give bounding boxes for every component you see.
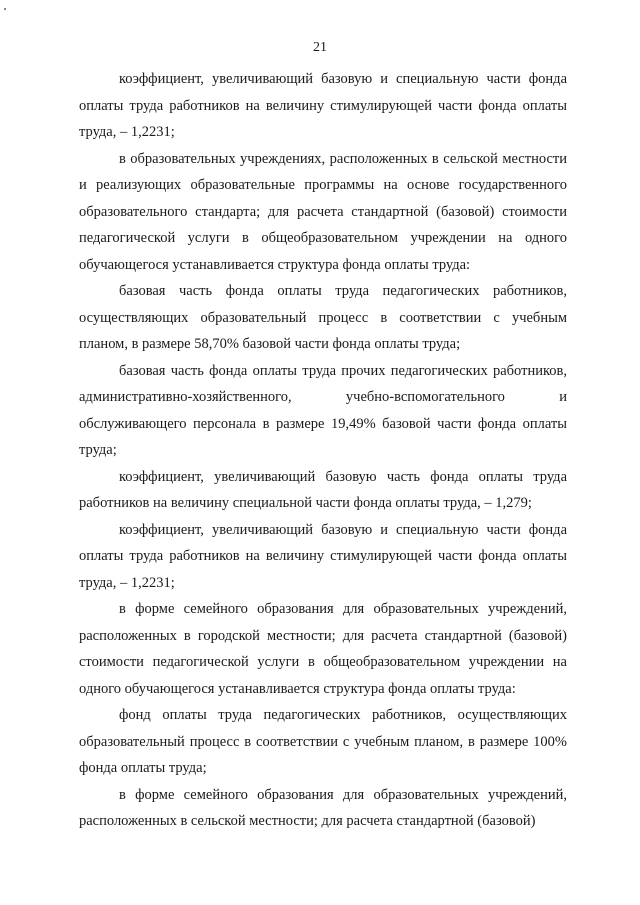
page-number: 21 xyxy=(313,40,327,55)
paragraph-family-education-rural: в форме семейного образования для образовательных учреждений, расположенных в сельской местности; для расчета стандартной (базовой) xyxy=(79,786,567,829)
paragraph-coefficient-stimulating: коэффициент, увеличивающий базовую и специальную части фонда оплаты труда работников на величину стимулирующей части фонда оплаты труда, – 1,2231; xyxy=(79,71,567,140)
paragraph-coefficient-special: коэффициент, увеличивающий базовую часть фонда оплаты труда работников на величину специальной части фонда оплаты труда, – 1,279; xyxy=(79,468,567,511)
paragraph-base-part-teachers: базовая часть фонда оплаты труда педагогических работников, осуществляющих образовательный процесс в соответствии с учебным планом, в размере 58,70% базовой части фонда оплаты труда; xyxy=(79,283,567,352)
paragraph-family-education-urban: в форме семейного образования для образовательных учреждений, расположенных в городской местности; для расчета стандартной (базовой) стоимости педагогической услуги в общеобразовательном учреждении на одного обучающегося устанавливается структура фонда оплаты труда: xyxy=(79,601,567,697)
paragraph-rural-institutions: в образовательных учреждениях, расположенных в сельской местности и реализующих образовательные программы на основе государственного образовательного стандарта; для расчета стандартной (базовой) стоимости педагогической услуги в общеобразовательном учреждении на одного обучающегося устанавливается структура фонда оплаты труда: xyxy=(79,150,567,273)
paragraph-base-part-other-staff: базовая часть фонда оплаты труда прочих педагогических работников, административно-хозяйственного, учебно-вспомогательного и обслуживающего персонала в размере 19,49% базовой части фонда оплаты труда; xyxy=(79,362,567,458)
paragraph-wage-fund-teachers: фонд оплаты труда педагогических работников, осуществляющих образовательный процесс в соответствии с учебным планом, в размере 100% фонда оплаты труда; xyxy=(79,707,567,776)
scan-speck xyxy=(4,8,6,10)
body-text xyxy=(79,66,567,835)
paragraph-coefficient-stimulating-2: коэффициент, увеличивающий базовую и специальную части фонда оплаты труда работников на величину стимулирующей части фонда оплаты труда, – 1,2231; xyxy=(79,521,567,591)
